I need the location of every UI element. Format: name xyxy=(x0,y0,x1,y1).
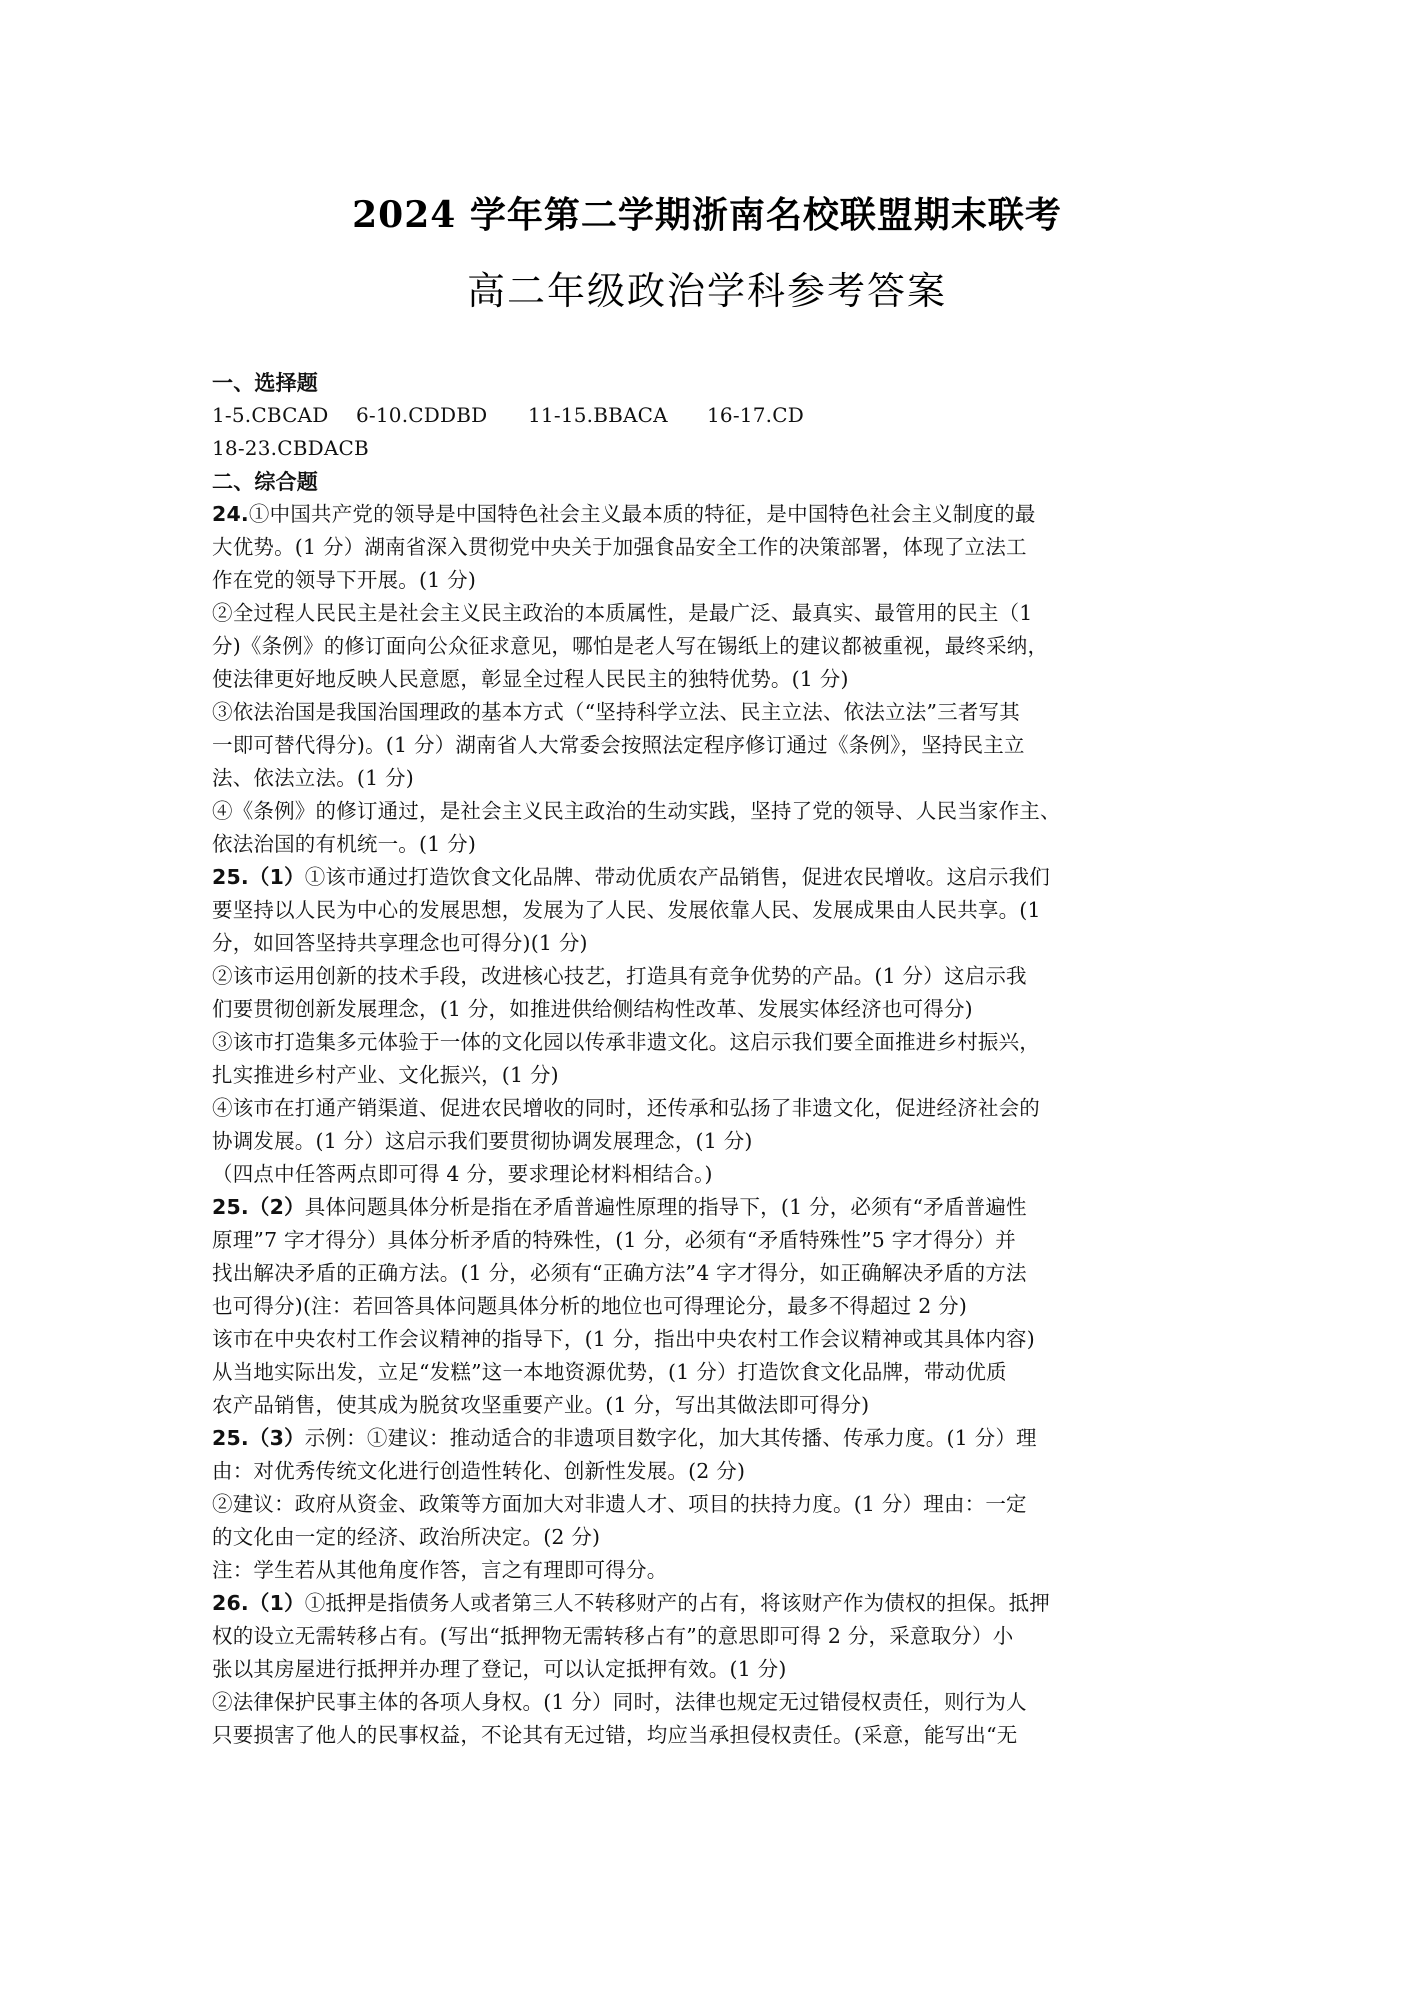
answer-line xyxy=(212,1521,1202,1554)
answer-line xyxy=(212,894,1202,927)
answer-line xyxy=(212,960,1202,993)
answer-text: 作在党的领导下开展。(1 分) xyxy=(212,568,477,592)
question-number: 26.（1） xyxy=(212,1591,305,1615)
answer-text: 法、依法立法。(1 分) xyxy=(212,766,414,790)
answer-text: ①中国共产党的领导是中国特色社会主义最本质的特征，是中国特色社会主义制度的最 xyxy=(248,502,1036,526)
answer-line xyxy=(212,828,1202,861)
question-number: 25.（2） xyxy=(212,1195,305,1219)
answer-line xyxy=(212,1059,1202,1092)
answer-line xyxy=(212,762,1202,795)
answer-text: 协调发展。(1 分）这启示我们要贯彻协调发展理念，(1 分) xyxy=(212,1129,753,1153)
choice-answer-group: 1-5.CBCAD xyxy=(212,403,329,427)
choice-answer-group: 11-15.BBACA xyxy=(528,403,668,427)
answer-text: 农产品销售，使其成为脱贫攻坚重要产业。(1 分，写出其做法即可得分) xyxy=(212,1393,870,1417)
answer-text: 示例：①建议：推动适合的非遗项目数字化，加大其传播、传承力度。(1 分）理 xyxy=(304,1426,1037,1450)
section-heading-comprehensive: 二、综合题 xyxy=(212,469,318,494)
document-subtitle: 高二年级政治学科参考答案 xyxy=(466,269,947,313)
choice-answers-row-1 xyxy=(212,399,1202,432)
answer-text: ②该市运用创新的技术手段，改进核心技艺，打造具有竞争优势的产品。(1 分）这启示我 xyxy=(212,964,1027,988)
answer-text: 扎实推进乡村产业、文化振兴，(1 分) xyxy=(212,1063,559,1087)
answer-text: 分)《条例》的修订面向公众征求意见，哪怕是老人写在锡纸上的建议都被重视，最终采纳， xyxy=(212,634,1049,658)
answer-line xyxy=(212,1554,1202,1587)
answer-text: 要坚持以人民为中心的发展思想，发展为了人民、发展依靠人民、发展成果由人民共享。(1 xyxy=(212,898,1041,922)
answer-text: ③依法治国是我国治国理政的基本方式（“坚持科学立法、民主立法、依法立法”三者写其 xyxy=(212,700,1020,724)
choice-answer-group: 16-17.CD xyxy=(707,403,804,427)
answer-body xyxy=(212,366,1202,1752)
answer-line xyxy=(212,1620,1202,1653)
answer-line xyxy=(212,993,1202,1026)
answer-line xyxy=(212,663,1202,696)
answer-text: 的文化由一定的经济、政治所决定。(2 分) xyxy=(212,1525,601,1549)
choice-answers-row-2: 18-23.CBDACB xyxy=(212,436,369,460)
answer-line xyxy=(212,1224,1202,1257)
answer-line xyxy=(212,1488,1202,1521)
answer-text: 张以其房屋进行抵押并办理了登记，可以认定抵押有效。(1 分) xyxy=(212,1657,787,1681)
answer-text: 只要损害了他人的民事权益，不论其有无过错，均应当承担侵权责任。(采意，能写出“无 xyxy=(212,1723,1018,1747)
question-number: 24. xyxy=(212,502,249,526)
question-number: 25.（1） xyxy=(212,865,305,889)
answer-line xyxy=(212,1422,1202,1455)
answer-line xyxy=(212,1686,1202,1719)
answer-line xyxy=(212,1125,1202,1158)
answer-line xyxy=(212,1323,1202,1356)
answer-line xyxy=(212,1389,1202,1422)
answer-text: ④该市在打通产销渠道、促进农民增收的同时，还传承和弘扬了非遗文化，促进经济社会的 xyxy=(212,1096,1040,1120)
document-title: 2024 学年第二学期浙南名校联盟期末联考 xyxy=(352,194,1062,236)
answer-line xyxy=(212,498,1202,531)
answer-line xyxy=(212,861,1202,894)
answer-line xyxy=(212,1026,1202,1059)
question-number: 25.（3） xyxy=(212,1426,305,1450)
answer-text: ①抵押是指债务人或者第三人不转移财产的占有，将该财产作为债权的担保。抵押 xyxy=(304,1591,1050,1615)
choice-answer-group: 6-10.CDDBD xyxy=(356,403,488,427)
answer-text: 由：对优秀传统文化进行创造性转化、创新性发展。(2 分) xyxy=(212,1459,746,1483)
section-heading-choice: 一、选择题 xyxy=(212,370,318,395)
answer-text: ③该市打造集多元体验于一体的文化园以传承非遗文化。这启示我们要全面推进乡村振兴， xyxy=(212,1030,1040,1054)
answer-text: 找出解决矛盾的正确方法。(1 分，必须有“正确方法”4 字才得分，如正确解决矛盾的方法 xyxy=(212,1261,1027,1285)
answer-text: 权的设立无需转移占有。(写出“抵押物无需转移占有”的意思即可得 2 分，采意取分）小 xyxy=(212,1624,1014,1648)
answer-text: 从当地实际出发，立足“发糕”这一本地资源优势，(1 分）打造饮食文化品牌，带动优质 xyxy=(212,1360,1007,1384)
comprehensive-answer-lines xyxy=(212,498,1202,1752)
answer-text: 一即可替代得分)。(1 分）湖南省人大常委会按照法定程序修订通过《条例》，坚持民主立 xyxy=(212,733,1025,757)
answer-line xyxy=(212,1290,1202,1323)
answer-line xyxy=(212,1092,1202,1125)
answer-line xyxy=(212,1719,1202,1752)
answer-line xyxy=(212,729,1202,762)
answer-text: 依法治国的有机统一。(1 分) xyxy=(212,832,477,856)
answer-line xyxy=(212,1356,1202,1389)
answer-line xyxy=(212,696,1202,729)
answer-text: ②全过程人民民主是社会主义民主政治的本质属性，是最广泛、最真实、最管用的民主（1 xyxy=(212,601,1033,625)
answer-line xyxy=(212,597,1202,630)
answer-text: 们要贯彻创新发展理念，(1 分，如推进供给侧结构性改革、发展实体经济也可得分) xyxy=(212,997,973,1021)
answer-line xyxy=(212,1653,1202,1686)
answer-line xyxy=(212,564,1202,597)
answer-line xyxy=(212,1587,1202,1620)
answer-text: ①该市通过打造饮食文化品牌、带动优质农产品销售，促进农民增收。这启示我们 xyxy=(304,865,1050,889)
answer-text: 也可得分)(注：若回答具体问题具体分析的地位也可得理论分，最多不得超过 2 分) xyxy=(212,1294,968,1318)
answer-line xyxy=(212,927,1202,960)
answer-line xyxy=(212,1191,1202,1224)
answer-text: 原理”7 字才得分）具体分析矛盾的特殊性，(1 分，必须有“矛盾特殊性”5 字才得分）并 xyxy=(212,1228,1016,1252)
answer-text: ②法律保护民事主体的各项人身权。(1 分）同时，法律也规定无过错侵权责任，则行为人 xyxy=(212,1690,1027,1714)
answer-text: 注：学生若从其他角度作答，言之有理即可得分。 xyxy=(212,1558,668,1582)
answer-text: 大优势。(1 分）湖南省深入贯彻党中央关于加强食品安全工作的决策部署，体现了立法工 xyxy=(212,535,1027,559)
answer-text: 分，如回答坚持共享理念也可得分)(1 分) xyxy=(212,931,588,955)
answer-text: 该市在中央农村工作会议精神的指导下，(1 分，指出中央农村工作会议精神或其具体内容) xyxy=(212,1327,1035,1351)
answer-line xyxy=(212,1257,1202,1290)
answer-line xyxy=(212,630,1202,663)
answer-text: 使法律更好地反映人民意愿，彰显全过程人民民主的独特优势。(1 分) xyxy=(212,667,849,691)
answer-text: 具体问题具体分析是指在矛盾普遍性原理的指导下，(1 分，必须有“矛盾普遍性 xyxy=(304,1195,1027,1219)
answer-text: ②建议：政府从资金、政策等方面加大对非遗人才、项目的扶持力度。(1 分）理由：一定 xyxy=(212,1492,1027,1516)
answer-line xyxy=(212,531,1202,564)
answer-text: ④《条例》的修订通过，是社会主义民主政治的生动实践，坚持了党的领导、人民当家作主、 xyxy=(212,799,1061,823)
answer-line xyxy=(212,1455,1202,1488)
answer-line xyxy=(212,795,1202,828)
answer-text: （四点中任答两点即可得 4 分，要求理论材料相结合。) xyxy=(212,1162,713,1186)
answer-line xyxy=(212,1158,1202,1191)
